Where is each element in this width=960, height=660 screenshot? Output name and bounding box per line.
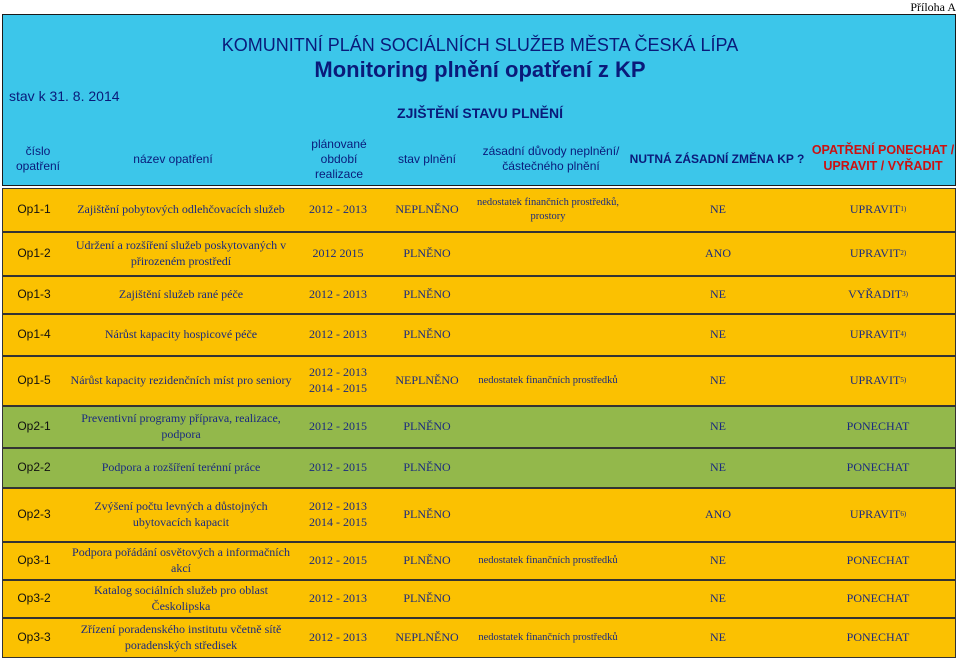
- row-change: NE: [710, 553, 726, 568]
- row-period: 2012 - 2015: [309, 419, 367, 434]
- row-number: Op1-2: [17, 246, 51, 261]
- row-period: 2012 - 2013: [309, 202, 367, 217]
- row-period: 2012 2015: [312, 246, 364, 261]
- row-change: NE: [710, 630, 726, 645]
- row-number: Op3-3: [17, 630, 51, 645]
- table-row: [2, 406, 956, 448]
- row-action: PONECHAT: [846, 553, 910, 568]
- row-period: 2012 - 2013: [309, 287, 367, 302]
- row-change: NE: [710, 202, 726, 217]
- row-reason: [475, 489, 621, 541]
- row-status: PLNĚNO: [403, 460, 451, 475]
- row-action: VYŘADIT 3): [848, 287, 908, 302]
- row-reason: [475, 449, 621, 487]
- row-change: NE: [710, 460, 726, 475]
- row-number: Op3-2: [17, 591, 51, 606]
- row-action: PONECHAT: [846, 460, 910, 475]
- row-action: PONECHAT: [846, 591, 910, 606]
- footnote-marker: 6): [900, 510, 907, 519]
- row-name: Zajištění pobytových odlehčovacích služeb: [77, 202, 285, 217]
- table-row: [2, 488, 956, 542]
- row-status: PLNĚNO: [403, 419, 451, 434]
- row-number: Op2-3: [17, 507, 51, 522]
- row-status: PLNĚNO: [403, 553, 451, 568]
- row-action: UPRAVIT 2): [849, 246, 907, 261]
- table-row: [2, 542, 956, 580]
- row-change: NE: [710, 373, 726, 388]
- row-status: NEPLNĚNO: [395, 202, 459, 217]
- row-number: Op2-2: [17, 460, 51, 475]
- row-action: UPRAVIT 1): [849, 202, 907, 217]
- row-reason: [475, 233, 621, 275]
- row-reason: nedostatek finančních prostředků: [478, 632, 618, 644]
- row-name: Nárůst kapacity hospicové péče: [104, 327, 258, 342]
- row-name: Zvýšení počtu levných a důstojných ubytovacích kapacit: [94, 499, 268, 529]
- row-status: PLNĚNO: [403, 327, 451, 342]
- plan-title: KOMUNITNÍ PLÁN SOCIÁLNÍCH SLUŽEB MĚSTA ČESKÁ LÍPA: [221, 35, 739, 55]
- table-row: [2, 618, 956, 658]
- row-period: 2012 - 2015: [309, 460, 367, 475]
- row-name: Zajištění služeb rané péče: [118, 287, 244, 302]
- footnote-marker: 4): [900, 330, 907, 339]
- row-reason: [475, 407, 621, 447]
- col-header-name: název opatření: [133, 151, 213, 166]
- row-action: PONECHAT: [846, 630, 910, 645]
- row-action: PONECHAT: [846, 419, 910, 434]
- row-status: NEPLNĚNO: [395, 373, 459, 388]
- footnote-marker: 5): [900, 376, 907, 385]
- row-number: Op1-3: [17, 287, 51, 302]
- table-row: [2, 314, 956, 356]
- row-name: Preventivní programy příprava, realizace, podpora: [81, 411, 281, 441]
- row-number: Op1-1: [17, 202, 51, 217]
- table-header: [2, 14, 956, 186]
- row-reason: nedostatek finančních prostředků: [478, 555, 618, 567]
- section-title: ZJIŠTĚNÍ STAVU PLNĚNÍ: [397, 105, 563, 121]
- table-row: [2, 276, 956, 314]
- row-number: Op1-5: [17, 373, 51, 388]
- row-status: PLNĚNO: [403, 246, 451, 261]
- row-period: 2012 - 2013 2014 - 2015: [309, 365, 367, 395]
- row-reason: nedostatek finančních prostředků, prostory: [477, 197, 619, 222]
- col-header-change: NUTNÁ ZÁSADNÍ ZMĚNA KP ?: [629, 151, 805, 166]
- row-name: Katalog sociálních služeb pro oblast Českolipska: [94, 583, 268, 613]
- row-action: UPRAVIT 4): [849, 327, 907, 342]
- row-action: UPRAVIT 6): [849, 507, 907, 522]
- row-number: Op2-1: [17, 419, 51, 434]
- row-status: PLNĚNO: [403, 507, 451, 522]
- col-header-reasons: zásadní důvody neplnění/částečného plnění: [482, 144, 620, 173]
- col-header-number: číslo opatření: [15, 144, 61, 173]
- row-change: NE: [710, 287, 726, 302]
- row-period: 2012 - 2013: [309, 630, 367, 645]
- row-status: PLNĚNO: [403, 287, 451, 302]
- row-change: NE: [710, 419, 726, 434]
- row-status: PLNĚNO: [403, 591, 451, 606]
- as-of-date: stav k 31. 8. 2014: [9, 88, 120, 104]
- row-name: Nárůst kapacity rezidenčních míst pro seniory: [70, 373, 292, 388]
- row-name: Podpora pořádání osvětových a informačních akcí: [72, 545, 290, 575]
- col-header-action: OPATŘENÍ PONECHAT / UPRAVIT / VYŘADIT: [811, 143, 955, 173]
- row-period: 2012 - 2013: [309, 327, 367, 342]
- row-name: Zřízení poradenského institutu včetně sítě poradenských středisek: [80, 622, 282, 652]
- table-row: [2, 448, 956, 488]
- row-number: Op3-1: [17, 553, 51, 568]
- row-status: NEPLNĚNO: [395, 630, 459, 645]
- row-reason: [475, 581, 621, 617]
- table-row: [2, 356, 956, 406]
- row-reason: [475, 315, 621, 355]
- row-period: 2012 - 2013 2014 - 2015: [309, 499, 367, 529]
- row-action: UPRAVIT 5): [849, 373, 907, 388]
- row-reason: [475, 277, 621, 313]
- col-header-period: plánované období realizace: [311, 136, 367, 181]
- row-change: NE: [710, 591, 726, 606]
- row-period: 2012 - 2015: [309, 553, 367, 568]
- row-change: NE: [710, 327, 726, 342]
- footnote-marker: 2): [900, 249, 907, 258]
- table-row: [2, 580, 956, 618]
- page-title: Monitoring plnění opatření z KP: [314, 57, 646, 82]
- footnote-marker: 3): [902, 290, 908, 299]
- table-row: [2, 232, 956, 276]
- row-name: Udržení a rozšíření služeb poskytovaných v přirozeném prostředí: [75, 238, 287, 268]
- table-row: [2, 188, 956, 232]
- row-name: Podpora a rozšíření terénní práce: [101, 460, 261, 475]
- row-change: ANO: [705, 246, 731, 261]
- row-change: ANO: [705, 507, 731, 522]
- annex-label: Příloha A: [910, 0, 956, 14]
- row-number: Op1-4: [17, 327, 51, 342]
- footnote-marker: 1): [900, 205, 907, 214]
- row-period: 2012 - 2013: [309, 591, 367, 606]
- col-header-status: stav plnění: [397, 151, 457, 166]
- row-reason: nedostatek finančních prostředků: [478, 375, 618, 387]
